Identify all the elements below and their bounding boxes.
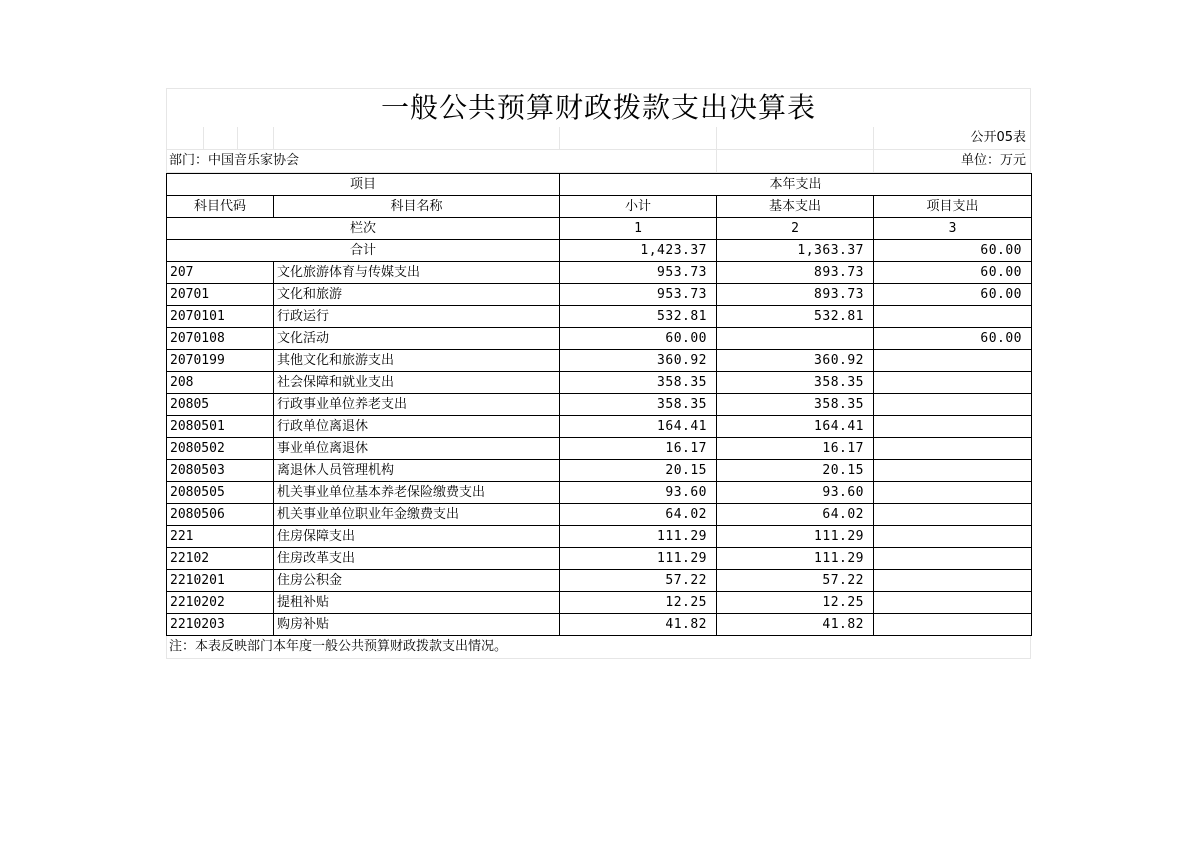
project-cell <box>874 482 1032 504</box>
column-index-label: 栏次 <box>167 218 560 240</box>
expenditure-table <box>166 173 1032 636</box>
total-basic: 1,363.37 <box>717 240 874 262</box>
table-row <box>167 504 1032 526</box>
basic-cell: 360.92 <box>717 350 874 372</box>
basic-cell: 111.29 <box>717 548 874 570</box>
basic-cell: 16.17 <box>717 438 874 460</box>
subject-name: 机关事业单位基本养老保险缴费支出 <box>274 482 560 504</box>
subject-name: 文化和旅游 <box>274 284 560 306</box>
project-cell <box>874 394 1032 416</box>
table-row <box>167 460 1032 482</box>
basic-cell: 12.25 <box>717 592 874 614</box>
total-project: 60.00 <box>874 240 1032 262</box>
subject-code: 2070199 <box>167 350 274 372</box>
basic-cell: 358.35 <box>717 372 874 394</box>
footnote: 注：本表反映部门本年度一般公共预算财政拨款支出情况。 <box>166 636 1031 659</box>
basic-cell: 93.60 <box>717 482 874 504</box>
header-subtotal: 小计 <box>560 196 717 218</box>
subject-name: 行政运行 <box>274 306 560 328</box>
subject-code: 2070101 <box>167 306 274 328</box>
subtotal-cell: 111.29 <box>560 526 717 548</box>
table-row <box>167 284 1032 306</box>
subtotal-cell: 358.35 <box>560 372 717 394</box>
basic-cell: 111.29 <box>717 526 874 548</box>
form-code: 公开05表 <box>970 130 1026 145</box>
subject-name: 住房改革支出 <box>274 548 560 570</box>
subject-name: 提租补贴 <box>274 592 560 614</box>
subject-code: 2210201 <box>167 570 274 592</box>
subject-code: 2080506 <box>167 504 274 526</box>
project-cell <box>874 504 1032 526</box>
project-cell <box>874 592 1032 614</box>
basic-cell: 358.35 <box>717 394 874 416</box>
header-row-1 <box>167 174 1032 196</box>
table-row <box>167 328 1032 350</box>
subtotal-cell: 111.29 <box>560 548 717 570</box>
header-name: 科目名称 <box>274 196 560 218</box>
table-row <box>167 614 1032 636</box>
header-project: 项目支出 <box>874 196 1032 218</box>
subject-code: 208 <box>167 372 274 394</box>
project-cell <box>874 350 1032 372</box>
subject-name: 社会保障和就业支出 <box>274 372 560 394</box>
subject-name: 行政事业单位养老支出 <box>274 394 560 416</box>
subject-name: 事业单位离退休 <box>274 438 560 460</box>
basic-cell <box>717 328 874 350</box>
basic-cell: 893.73 <box>717 262 874 284</box>
total-label: 合计 <box>167 240 560 262</box>
project-cell <box>874 438 1032 460</box>
table-row <box>167 548 1032 570</box>
subject-code: 2080505 <box>167 482 274 504</box>
project-cell <box>874 306 1032 328</box>
department-row <box>166 150 1031 173</box>
subtotal-cell: 60.00 <box>560 328 717 350</box>
subtotal-cell: 360.92 <box>560 350 717 372</box>
subject-code: 2080501 <box>167 416 274 438</box>
basic-cell: 57.22 <box>717 570 874 592</box>
subject-name: 其他文化和旅游支出 <box>274 350 560 372</box>
subtotal-cell: 953.73 <box>560 262 717 284</box>
report-sheet <box>166 88 1031 659</box>
project-cell <box>874 526 1032 548</box>
header-basic: 基本支出 <box>717 196 874 218</box>
subtotal-cell: 16.17 <box>560 438 717 460</box>
table-row <box>167 394 1032 416</box>
basic-cell: 20.15 <box>717 460 874 482</box>
form-code-row <box>166 127 1031 150</box>
subtotal-cell: 93.60 <box>560 482 717 504</box>
subtotal-cell: 532.81 <box>560 306 717 328</box>
subtotal-cell: 20.15 <box>560 460 717 482</box>
subject-name: 住房保障支出 <box>274 526 560 548</box>
subject-code: 20701 <box>167 284 274 306</box>
subtotal-cell: 57.22 <box>560 570 717 592</box>
subject-code: 20805 <box>167 394 274 416</box>
unit-label: 单位：万元 <box>960 153 1026 168</box>
subject-code: 221 <box>167 526 274 548</box>
subtotal-cell: 164.41 <box>560 416 717 438</box>
column-index-3: 3 <box>874 218 1032 240</box>
table-row <box>167 372 1032 394</box>
basic-cell: 893.73 <box>717 284 874 306</box>
subject-name: 机关事业单位职业年金缴费支出 <box>274 504 560 526</box>
column-index-row <box>167 218 1032 240</box>
subtotal-cell: 953.73 <box>560 284 717 306</box>
column-index-1: 1 <box>560 218 717 240</box>
subject-code: 2080503 <box>167 460 274 482</box>
header-current-year: 本年支出 <box>560 174 1032 196</box>
subject-code: 2070108 <box>167 328 274 350</box>
total-subtotal: 1,423.37 <box>560 240 717 262</box>
subject-code: 207 <box>167 262 274 284</box>
table-row <box>167 438 1032 460</box>
table-row <box>167 306 1032 328</box>
header-row-2 <box>167 196 1032 218</box>
project-cell <box>874 416 1032 438</box>
subject-code: 2210202 <box>167 592 274 614</box>
table-row <box>167 416 1032 438</box>
subject-name: 住房公积金 <box>274 570 560 592</box>
project-cell <box>874 614 1032 636</box>
subject-name: 文化活动 <box>274 328 560 350</box>
table-row <box>167 350 1032 372</box>
table-row <box>167 570 1032 592</box>
project-cell: 60.00 <box>874 284 1032 306</box>
basic-cell: 64.02 <box>717 504 874 526</box>
subtotal-cell: 12.25 <box>560 592 717 614</box>
table-row <box>167 262 1032 284</box>
project-cell <box>874 372 1032 394</box>
total-row <box>167 240 1032 262</box>
project-cell: 60.00 <box>874 262 1032 284</box>
subtotal-cell: 358.35 <box>560 394 717 416</box>
department-label: 部门：中国音乐家协会 <box>169 153 300 168</box>
project-cell <box>874 570 1032 592</box>
basic-cell: 164.41 <box>717 416 874 438</box>
column-index-2: 2 <box>717 218 874 240</box>
subject-name: 文化旅游体育与传媒支出 <box>274 262 560 284</box>
project-cell <box>874 460 1032 482</box>
subject-code: 22102 <box>167 548 274 570</box>
report-title: 一般公共预算财政拨款支出决算表 <box>166 88 1031 127</box>
basic-cell: 532.81 <box>717 306 874 328</box>
project-cell: 60.00 <box>874 328 1032 350</box>
table-row <box>167 592 1032 614</box>
header-code: 科目代码 <box>167 196 274 218</box>
table-row <box>167 526 1032 548</box>
subject-code: 2210203 <box>167 614 274 636</box>
subject-code: 2080502 <box>167 438 274 460</box>
subject-name: 离退休人员管理机构 <box>274 460 560 482</box>
project-cell <box>874 548 1032 570</box>
table-row <box>167 482 1032 504</box>
subtotal-cell: 41.82 <box>560 614 717 636</box>
subject-name: 行政单位离退休 <box>274 416 560 438</box>
subtotal-cell: 64.02 <box>560 504 717 526</box>
basic-cell: 41.82 <box>717 614 874 636</box>
subject-name: 购房补贴 <box>274 614 560 636</box>
header-item: 项目 <box>167 174 560 196</box>
